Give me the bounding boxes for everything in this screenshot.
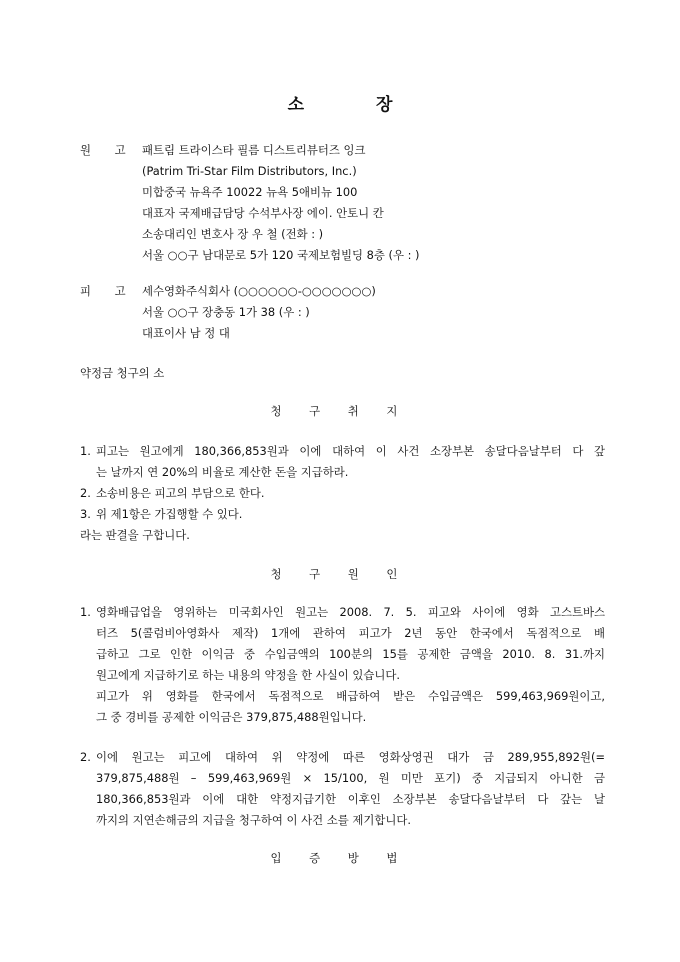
defendant-address: 서울 ○○구 장충동 1가 38 (우 : ) xyxy=(142,305,310,319)
plaintiff-label: 원 고 xyxy=(80,143,136,157)
claim-cause-item-1 xyxy=(80,604,605,730)
item-line: 이에 원고는 피고에 대하여 위 약정에 따른 영화상영권 대가 금 289,955,892원(= xyxy=(96,750,605,764)
plaintiff-lines xyxy=(142,142,602,268)
defendant-name: 세수영화주식회사 (○○○○○○-○○○○○○○) xyxy=(142,284,376,298)
title-char-left: 소 xyxy=(287,95,304,115)
item-line: 터즈 5(콜럼비아영화사 제작) 1개에 관하여 피고가 2년 동안 한국에서 독점적으로 배 xyxy=(96,626,605,640)
document-title xyxy=(0,92,680,118)
claim-purpose-item-1 xyxy=(80,443,605,485)
evidence-heading: 입 증 방 법 xyxy=(270,851,410,865)
plaintiff-name: 패트림 트라이스타 필름 디스트리뷰터즈 잉크 xyxy=(142,143,366,157)
item-line: 379,875,488원 – 599,463,969원 × 15/100, 원 미만 포기) 중 지급되지 아니한 금 xyxy=(96,771,605,785)
item-line: 피고는 원고에게 180,366,853원과 이에 대하여 이 사건 소장부본 송달다음날부터 다 갚 xyxy=(96,444,605,458)
item-line: 까지의 지연손해금의 지급을 청구하여 이 사건 소를 제기합니다. xyxy=(96,813,412,827)
item-line: 원고에게 지급하기로 하는 내용의 약정을 한 사실이 있습니다. xyxy=(96,668,401,682)
case-name: 약정금 청구의 소 xyxy=(80,366,165,380)
item-line: 영화배급업을 영위하는 미국회사인 원고는 2008. 7. 5. 피고와 사이에 영화 고스트바스 xyxy=(96,605,605,619)
item-line: 위 제1항은 가집행할 수 있다. xyxy=(96,507,243,521)
plaintiff-representative: 대표자 국제배급담당 수석부사장 에이. 안토니 칸 xyxy=(142,206,384,220)
plaintiff-attorney: 소송대리인 변호사 장 우 철 (전화 : ) xyxy=(142,227,324,241)
claim-cause-heading: 청 구 원 인 xyxy=(270,567,410,581)
item-number: 2. xyxy=(80,750,91,764)
plaintiff-address: 미합중국 뉴욕주 10022 뉴욕 5애비뉴 100 xyxy=(142,185,358,199)
item-number: 1. xyxy=(80,444,91,458)
item-line: 급하고 그로 인한 이익금 중 수입금액의 100분의 15를 공제한 금액을 2010. 8. 31.까지 xyxy=(96,647,605,661)
defendant-representative: 대표이사 남 정 대 xyxy=(142,326,230,340)
claim-purpose-item-2 xyxy=(80,485,605,506)
claim-purpose-heading: 청 구 취 지 xyxy=(270,404,410,418)
item-number: 1. xyxy=(80,605,91,619)
item-number: 2. xyxy=(80,486,91,500)
item-line: 는 날까지 연 20%의 비율로 계산한 돈을 지급하라. xyxy=(96,465,349,479)
title-char-right: 장 xyxy=(376,95,393,115)
plaintiff-attorney-address: 서울 ○○구 남대문로 5가 120 국제보험빌딩 8층 (우 : ) xyxy=(142,248,420,262)
defendant-lines xyxy=(142,283,602,346)
item-line: 피고가 위 영화를 한국에서 독점적으로 배급하여 받은 수입금액은 599,463,969원이고, xyxy=(96,689,605,703)
claim-cause-item-2 xyxy=(80,749,605,833)
item-line: 소송비용은 피고의 부담으로 한다. xyxy=(96,486,265,500)
item-line: 그 중 경비를 공제한 이익금은 379,875,488원입니다. xyxy=(96,710,367,724)
item-line: 180,366,853원과 이에 대한 약정지급기한 이후인 소장부본 송달다음날부터 다 갚는 날 xyxy=(96,792,605,806)
plaintiff-name-english: (Patrim Tri-Star Film Distributors, Inc.) xyxy=(142,164,357,178)
defendant-label: 피 고 xyxy=(80,284,136,298)
item-number: 3. xyxy=(80,507,91,521)
claim-purpose-closing: 라는 판결을 구합니다. xyxy=(80,528,190,542)
claim-purpose-item-3 xyxy=(80,506,605,527)
